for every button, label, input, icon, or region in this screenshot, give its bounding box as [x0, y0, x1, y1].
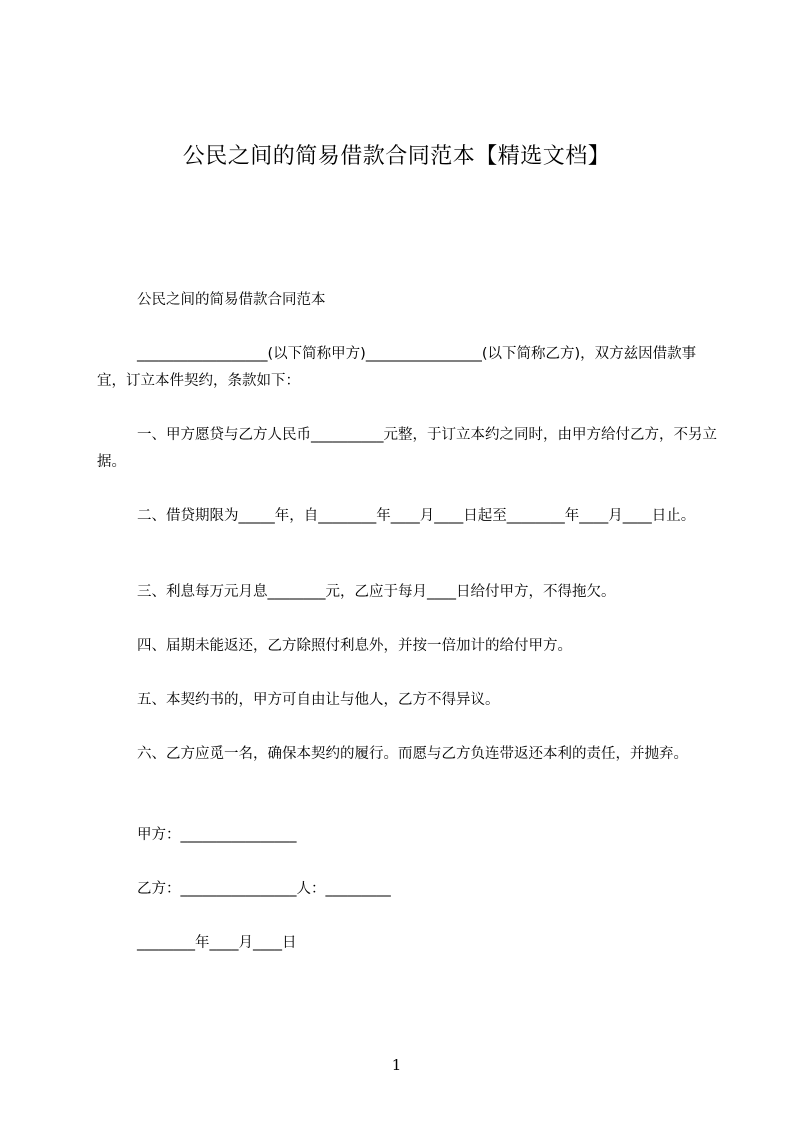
- document-title: 公民之间的简易借款合同范本【精选文档】: [182, 144, 611, 169]
- party-b-signature-line: 乙方：________________人：_________: [137, 881, 391, 897]
- clause-5-paragraph: 五、本契约书的，甲方可自由让与他人，乙方不得异议。: [137, 692, 500, 708]
- party-a-signature-line: 甲方：________________: [137, 827, 297, 843]
- clause-4-paragraph: 四、届期未能返还，乙方除照付利息外，并按一倍加计的给付甲方。: [137, 638, 572, 654]
- clause-6-paragraph: 六、乙方应觅一名，确保本契约的履行。而愿与乙方负连带返还本利的责任，并抛弃。: [137, 746, 688, 762]
- clause-3-paragraph: 三、利息每万元月息________元，乙应于每月____日给付甲方，不得拖欠。: [137, 584, 616, 600]
- page-number: 1: [391, 1056, 402, 1074]
- clause-1-paragraph: 一、甲方愿贷与乙方人民币__________元整，于订立本约之同时，由甲方给付乙方，不另立据。: [97, 427, 717, 470]
- parties-intro-paragraph: __________________(以下简称甲方)________________(以下简称乙方)，双方兹因借款事宜，订立本件契约，条款如下：: [97, 346, 697, 389]
- clause-2-paragraph: 二、借贷期限为_____年，自________年____月____日起至________年____月____日止。: [137, 508, 696, 524]
- document-subtitle: 公民之间的简易借款合同范本: [137, 292, 326, 308]
- date-line: ________年____月____日: [137, 935, 297, 951]
